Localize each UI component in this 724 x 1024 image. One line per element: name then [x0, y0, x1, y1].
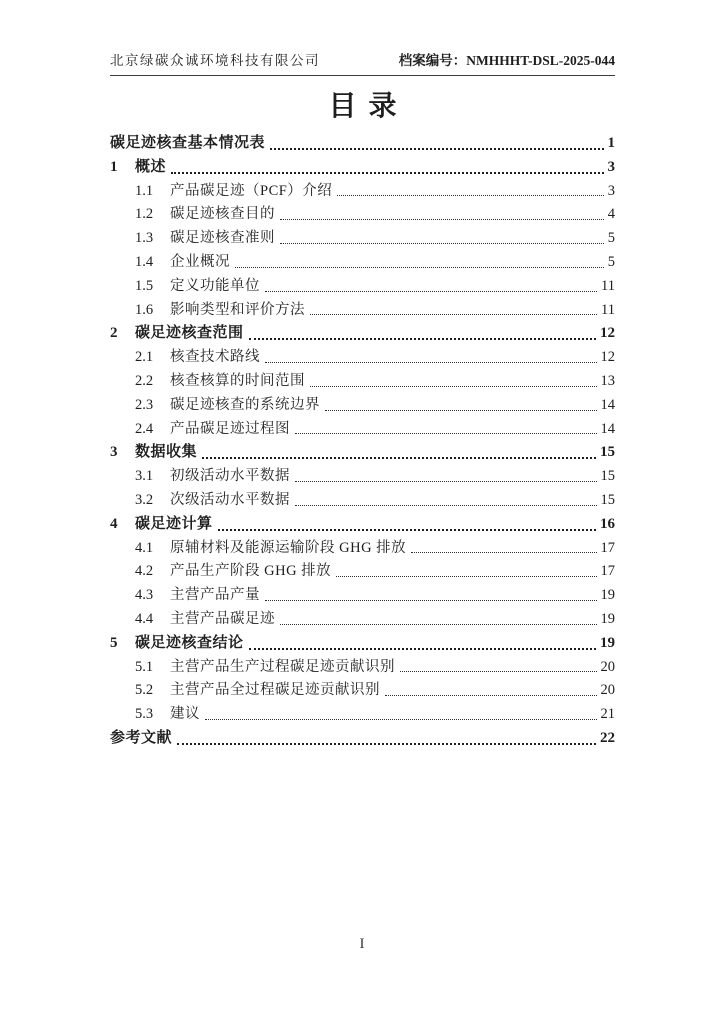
- toc-entry-page: 20: [600, 682, 615, 699]
- toc-entry-label: 碳足迹核查基本情况表: [110, 135, 266, 151]
- toc-entry: [110, 608, 615, 632]
- toc-entry-page: 11: [601, 277, 615, 294]
- toc-entry-page: 5: [607, 230, 615, 247]
- toc-entry-page: 16: [600, 515, 615, 532]
- archive-value: NMHHHT-DSL-2025-044: [466, 53, 615, 68]
- toc-entry-label: 碳足迹核查结论: [135, 634, 244, 651]
- toc-entry-label: 核查核算的时间范围: [170, 372, 305, 389]
- toc-entry-number: 5: [110, 634, 118, 651]
- toc-entry-label: 核查技术路线: [170, 349, 260, 366]
- toc-entry-label: 产品生产阶段 GHG 排放: [170, 563, 332, 580]
- toc-entry: [110, 370, 615, 394]
- toc-entry-number: 5.2: [135, 682, 154, 699]
- toc-entry-number: 3.2: [135, 491, 154, 508]
- toc-entry: [110, 656, 615, 680]
- toc-entry-number: 4.4: [135, 610, 154, 627]
- toc-entry-page: 17: [600, 539, 615, 556]
- toc-entry-page: 19: [600, 587, 615, 604]
- toc-entry-page: 21: [600, 706, 615, 723]
- toc-entry-number: 1.2: [135, 206, 154, 223]
- toc-entry-page: 4: [607, 206, 615, 223]
- archive-number: [399, 49, 615, 69]
- toc-entry-page: 3: [607, 158, 615, 175]
- toc-entry-label: 碳足迹核查目的: [170, 206, 275, 223]
- toc-entry-page: 15: [600, 468, 615, 485]
- toc-entry-number: 3.1: [135, 468, 154, 485]
- toc-dot-leader: [325, 410, 597, 411]
- toc-entry: [110, 322, 615, 346]
- toc-entry: [110, 703, 615, 727]
- toc-entry-label: 概述: [135, 158, 167, 175]
- toc-entry: [110, 441, 615, 465]
- toc-dot-leader: [295, 433, 597, 434]
- toc-entry: [110, 560, 615, 584]
- toc-entry-number: 2.3: [135, 396, 154, 413]
- toc-entry: [110, 132, 615, 156]
- toc-entry-label: 碳足迹计算: [135, 515, 213, 532]
- toc-entry-label: 产品碳足迹过程图: [170, 420, 290, 437]
- toc-entry-label: 企业概况: [170, 253, 230, 270]
- toc-entry-label: 碳足迹核查范围: [135, 325, 244, 342]
- toc-dot-leader: [337, 195, 603, 196]
- toc-dot-leader: [280, 219, 604, 220]
- toc-entry-page: 11: [601, 301, 615, 318]
- toc-dot-leader: [270, 148, 603, 150]
- toc-entry-label: 影响类型和评价方法: [170, 301, 305, 318]
- toc-entry-page: 14: [600, 396, 615, 413]
- toc-dot-leader: [310, 314, 597, 315]
- toc-entry-page: 12: [600, 349, 615, 366]
- toc-entry-number: 4.2: [135, 563, 154, 580]
- toc-entry-number: 1.6: [135, 301, 154, 318]
- toc-dot-leader: [385, 695, 597, 696]
- toc-list: [110, 132, 615, 751]
- toc-dot-leader: [295, 481, 597, 482]
- toc-dot-leader: [205, 719, 597, 720]
- toc-entry-number: 5.1: [135, 658, 154, 675]
- toc-entry: [110, 299, 615, 323]
- toc-entry-number: 1.1: [135, 182, 154, 199]
- toc-entry-number: 1.4: [135, 253, 154, 270]
- toc-entry-label: 主营产品生产过程碳足迹贡献识别: [170, 658, 395, 675]
- toc-entry-number: 4: [110, 515, 118, 532]
- toc-entry-page: 1: [607, 135, 615, 151]
- toc-entry: [110, 465, 615, 489]
- toc-entry: [110, 251, 615, 275]
- toc-entry-label: 原辅材料及能源运输阶段 GHG 排放: [170, 539, 407, 556]
- toc-entry-number: 2.4: [135, 420, 154, 437]
- toc-dot-leader: [218, 529, 596, 531]
- toc-entry-number: 5.3: [135, 706, 154, 723]
- toc-entry-label: 碳足迹核查准则: [170, 230, 275, 247]
- toc-dot-leader: [171, 172, 603, 174]
- toc-entry: [110, 632, 615, 656]
- toc-entry-label: 参考文献: [110, 729, 173, 746]
- toc-dot-leader: [265, 291, 597, 292]
- toc-entry: [110, 180, 615, 204]
- toc-entry-label: 主营产品全过程碳足迹贡献识别: [170, 682, 380, 699]
- toc-dot-leader: [310, 386, 597, 387]
- toc-entry-number: 2.1: [135, 349, 154, 366]
- toc-entry-number: 1.3: [135, 230, 154, 247]
- toc-entry-label: 定义功能单位: [170, 277, 260, 294]
- toc-entry-page: 19: [600, 610, 615, 627]
- toc-entry: [110, 203, 615, 227]
- toc-dot-leader: [336, 576, 596, 577]
- toc-entry-number: 2: [110, 325, 118, 342]
- toc-entry-label: 次级活动水平数据: [170, 491, 290, 508]
- toc-entry-number: 1.5: [135, 277, 154, 294]
- toc-entry: [110, 679, 615, 703]
- toc-entry: [110, 513, 615, 537]
- page-footer: [0, 936, 724, 953]
- toc-entry-page: 22: [600, 729, 615, 746]
- page-number: I: [359, 936, 365, 952]
- toc-entry-page: 12: [600, 325, 615, 342]
- toc-dot-leader: [265, 600, 597, 601]
- toc-entry-label: 主营产品碳足迹: [170, 610, 275, 627]
- toc-entry: [110, 418, 615, 442]
- toc-dot-leader: [280, 624, 597, 625]
- toc-entry-number: 3: [110, 444, 118, 461]
- toc-entry-label: 建议: [170, 706, 200, 723]
- toc-dot-leader: [400, 671, 597, 672]
- toc-entry: [110, 275, 615, 299]
- toc-entry: [110, 727, 615, 751]
- toc-entry-page: 15: [600, 491, 615, 508]
- toc-entry-page: 19: [600, 634, 615, 651]
- toc-entry-label: 数据收集: [135, 444, 198, 461]
- toc-entry-label: 碳足迹核查的系统边界: [170, 396, 320, 413]
- toc-dot-leader: [202, 457, 596, 459]
- toc-entry-label: 初级活动水平数据: [170, 468, 290, 485]
- toc-entry-number: 2.2: [135, 372, 154, 389]
- toc-dot-leader: [177, 743, 596, 745]
- toc-entry-label: 产品碳足迹（PCF）介绍: [170, 182, 333, 199]
- toc-entry: [110, 489, 615, 513]
- toc-dot-leader: [249, 648, 596, 650]
- toc-entry: [110, 537, 615, 561]
- toc-entry: [110, 227, 615, 251]
- toc-entry-label: 主营产品产量: [170, 587, 260, 604]
- toc-entry-page: 13: [600, 372, 615, 389]
- toc-entry-number: 1: [110, 158, 118, 175]
- toc-dot-leader: [280, 243, 604, 244]
- toc-entry-number: 4.3: [135, 587, 154, 604]
- toc-entry: [110, 346, 615, 370]
- toc-dot-leader: [411, 552, 596, 553]
- toc-entry: [110, 156, 615, 180]
- toc-title: 目录: [328, 91, 409, 122]
- toc-entry: [110, 394, 615, 418]
- toc-entry: [110, 584, 615, 608]
- toc-entry-number: 4.1: [135, 539, 154, 556]
- archive-label: 档案编号：: [398, 53, 467, 68]
- toc-entry-page: 14: [600, 420, 615, 437]
- toc-dot-leader: [295, 505, 597, 506]
- toc-entry-page: 3: [607, 182, 615, 199]
- toc-dot-leader: [265, 362, 597, 363]
- toc-entry-page: 20: [600, 658, 615, 675]
- toc-entry-page: 15: [600, 444, 615, 461]
- toc-entry-page: 5: [607, 253, 615, 270]
- toc-dot-leader: [249, 338, 596, 340]
- toc-entry-page: 17: [600, 563, 615, 580]
- toc-dot-leader: [235, 267, 604, 268]
- page-header: [110, 49, 615, 76]
- company-name: 北京绿碳众诚环境科技有限公司: [110, 53, 320, 68]
